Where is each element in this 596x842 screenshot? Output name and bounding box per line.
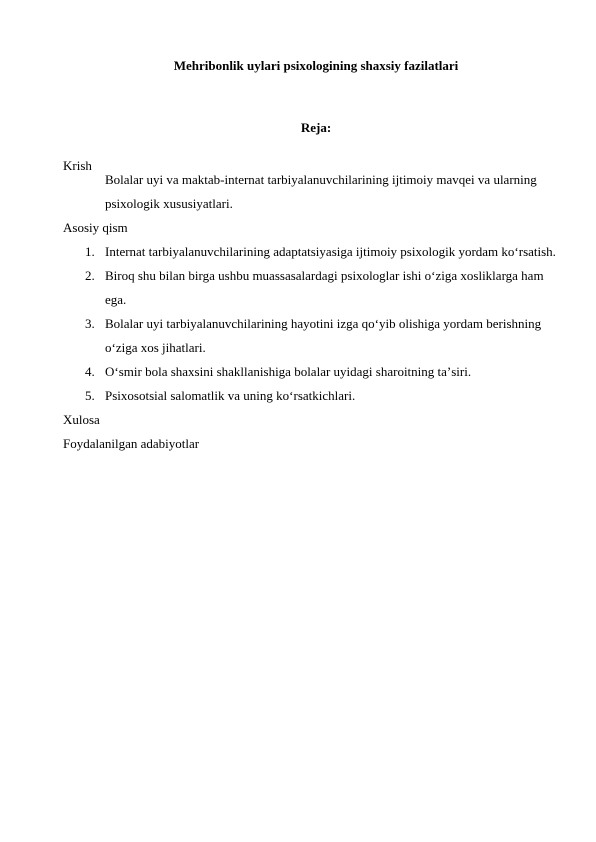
- list-item: [63, 240, 563, 264]
- main-heading: Asosiy qism: [63, 220, 128, 235]
- item-text: Psixosotsial salomatlik va uning koʻrsatkichlari.: [105, 388, 356, 403]
- list-item: [63, 264, 563, 312]
- item-number: 3.: [85, 316, 95, 331]
- intro-text: Bolalar uyi va maktab-internat tarbiyalanuvchilarining ijtimoiy mavqei va ularning psixologik xususiyatlari.: [105, 172, 537, 211]
- outline: [63, 154, 563, 456]
- main-items-list: [63, 240, 563, 408]
- item-number: 2.: [85, 268, 95, 283]
- item-text: Oʻsmir bola shaxsini shakllanishiga bolalar uyidagi sharoitning taʼsiri.: [105, 364, 472, 379]
- item-number: 1.: [85, 244, 95, 259]
- item-text: Internat tarbiyalanuvchilarining adaptatsiyasiga ijtimoiy psixologik yordam koʻrsatish.: [105, 244, 556, 259]
- list-item: [63, 384, 563, 408]
- item-number: 5.: [85, 388, 95, 403]
- item-text: Bolalar uyi tarbiyalanuvchilarining hayotini izga qoʻyib olishiga yordam berishning oʻziga xos jihatlari.: [105, 316, 542, 355]
- item-number: 4.: [85, 364, 95, 379]
- plan-heading: Reja:: [300, 120, 332, 135]
- list-item: [63, 360, 563, 384]
- item-text: Biroq shu bilan birga ushbu muassasalardagi psixologlar ishi oʻziga xosliklarga ham ega.: [105, 268, 544, 307]
- document-title: Mehribonlik uylari psixologining shaxsiy fazilatlari: [173, 58, 459, 73]
- references-heading: Foydalanilgan adabiyotlar: [63, 436, 200, 451]
- list-item: [63, 312, 563, 360]
- intro-heading: Krish: [63, 158, 92, 173]
- conclusion-heading: Xulosa: [63, 412, 100, 427]
